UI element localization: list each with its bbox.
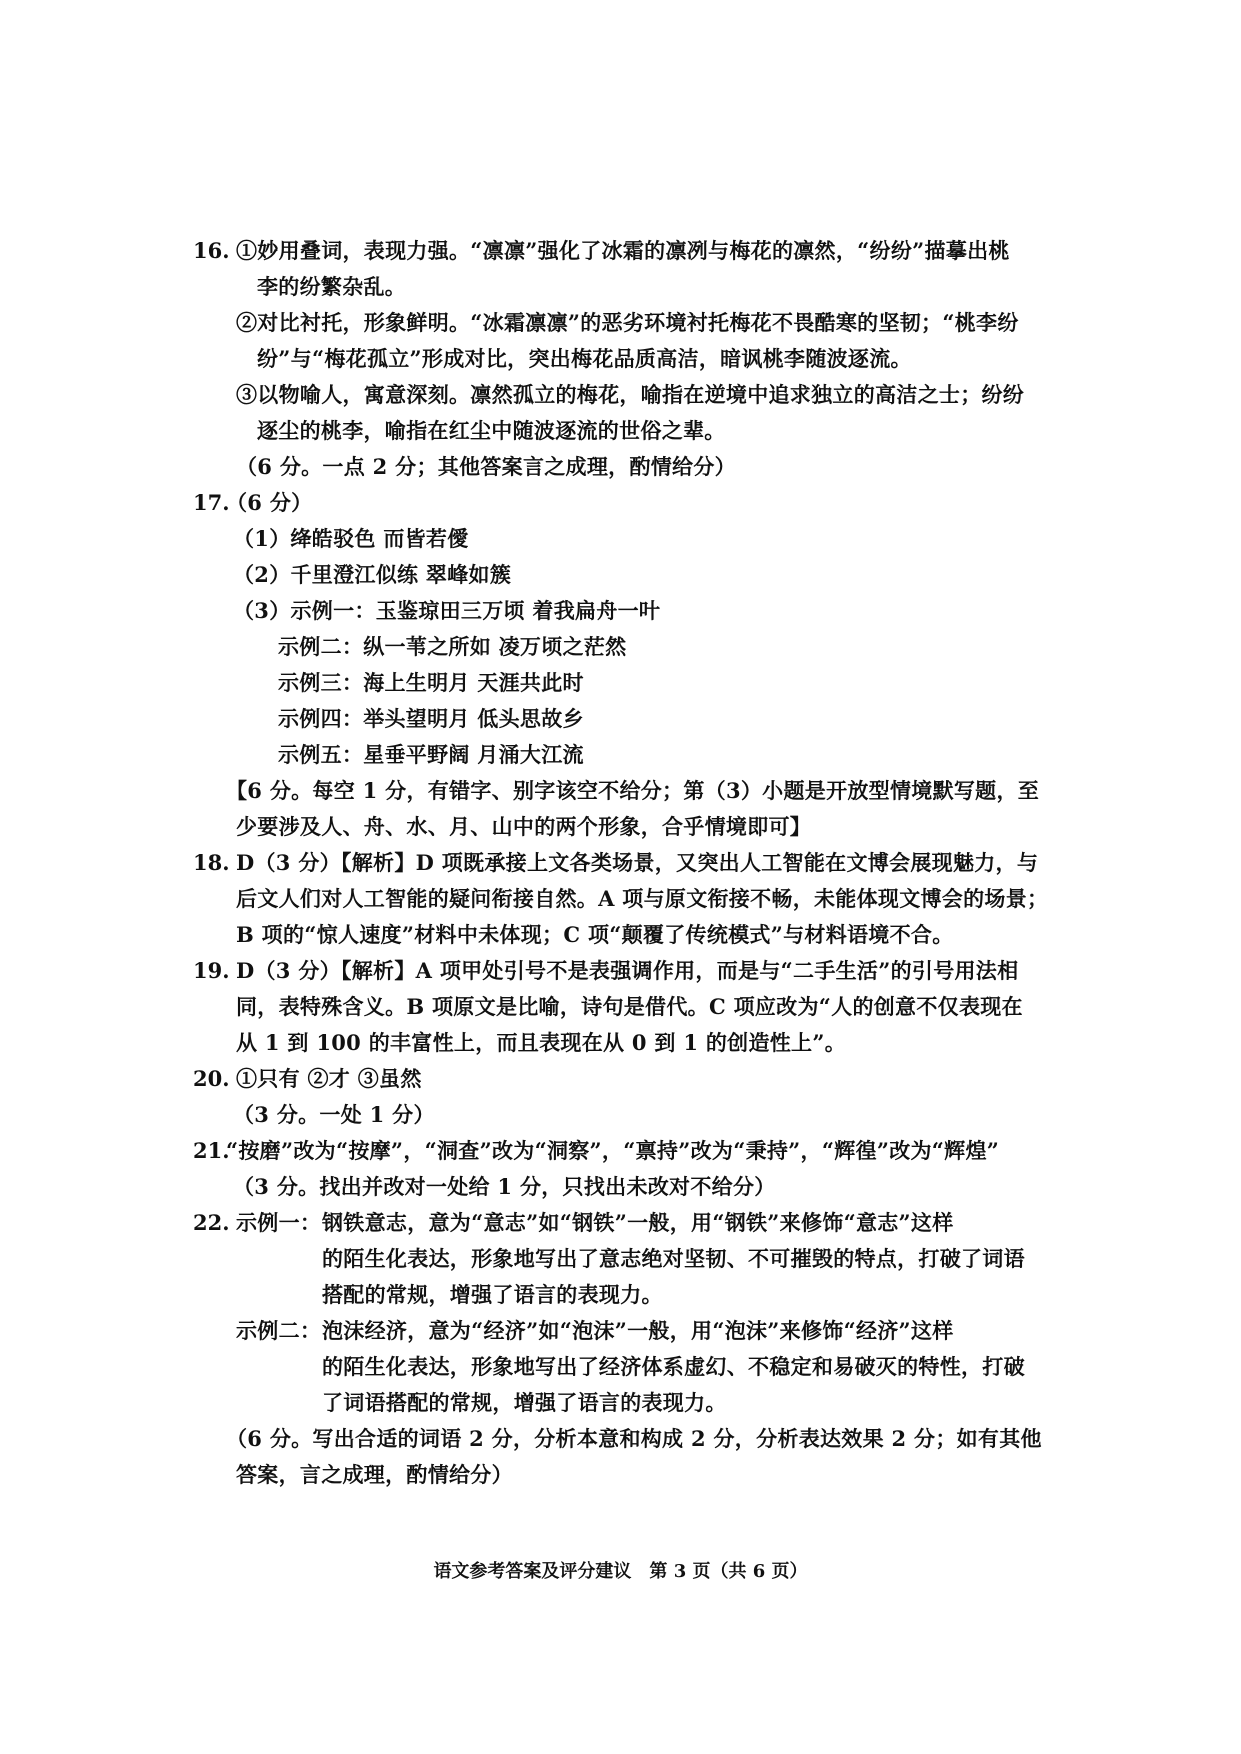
q20-score: （3 分。一处 1 分） [233,1102,435,1127]
q16-point1-line1: ①妙用叠词，表现力强。“凛凛”强化了冰霜的凛冽与梅花的凛然，“纷纷”描摹出桃 [236,238,1010,263]
q22-example2-line1: 泡沫经济，意为“经济”如“泡沫”一般，用“泡沫”来修饰“经济”这样 [322,1318,954,1343]
q22-example1-line3: 搭配的常规，增强了语言的表现力。 [322,1282,663,1307]
q19-line3: 从 1 到 100 的丰富性上，而且表现在从 0 到 1 的创造性上”。 [236,1030,847,1055]
q16-point2-line2: 纷”与“梅花孤立”形成对比，突出梅花品质高洁，暗讽桃李随波逐流。 [257,346,912,371]
q22-example2-line2: 的陌生化表达，形象地写出了经济体系虚幻、不稳定和易破灭的特性，打破 [322,1354,1025,1379]
q16-number: 16. [193,238,230,263]
q16-point3-line1: ③以物喻人，寓意深刻。凛然孤立的梅花，喻指在逆境中追求独立的高洁之士；纷纷 [236,382,1025,407]
q17-note-line2: 少要涉及人、舟、水、月、山中的两个形象，合乎情境即可】 [236,814,812,839]
q18-number: 18. [193,850,230,875]
page-footer: 语文参考答案及评分建议 第 3 页（共 6 页） [433,1561,808,1582]
q18-line2: 后文人们对人工智能的疑问衔接自然。A 项与原文衔接不畅，未能体现文博会的场景； [236,886,1049,911]
q21-score: （3 分。找出并改对一处给 1 分，只找出未改对不给分） [233,1174,776,1199]
q21-answer: “按磨”改为“按摩”，“洞查”改为“洞察”，“禀持”改为“秉持”，“辉徨”改为“辉煌” [226,1138,1000,1163]
q19-number: 19. [193,958,230,983]
q17-answer3: （3）示例一：玉鉴琼田三万顷 着我扁舟一叶 [233,598,661,623]
q20-number: 20. [193,1066,230,1091]
q22-example1-line2: 的陌生化表达，形象地写出了意志绝对坚韧、不可摧毁的特点，打破了词语 [322,1246,1025,1271]
q21-number: 21. [193,1138,230,1163]
q22-example1-line1: 钢铁意志，意为“意志”如“钢铁”一般，用“钢铁”来修饰“意志”这样 [322,1210,954,1235]
q18-line1: D（3 分）【解析】D 项既承接上文各类场景，又突出人工智能在文博会展现魅力，与 [236,850,1039,875]
q17-example3: 示例三：海上生明月 天涯共此时 [278,670,584,695]
q19-line2: 同，表特殊含义。B 项原文是比喻，诗句是借代。C 项应改为“人的创意不仅表现在 [236,994,1023,1019]
q17-number: 17. [193,490,230,515]
q16-point2-line1: ②对比衬托，形象鲜明。“冰霜凛凛”的恶劣环境衬托梅花不畏酷寒的坚韧；“桃李纷 [236,310,1019,335]
q18-line3: B 项的“惊人速度”材料中未体现；C 项“颠覆了传统模式”与材料语境不合。 [236,922,954,947]
q22-example2-label: 示例二： [236,1318,322,1343]
q17-note-line1: 【6 分。每空 1 分，有错字、别字该空不给分；第（3）小题是开放型情境默写题，至 [226,778,1040,803]
q17-example5: 示例五：星垂平野阔 月涌大江流 [278,742,584,767]
q22-number: 22. [193,1210,230,1235]
q22-score-line2: 答案，言之成理，酌情给分） [236,1462,513,1487]
q17-answer2: （2）千里澄江似练 翠峰如簇 [233,562,512,587]
q16-score: （6 分。一点 2 分；其他答案言之成理，酌情给分） [236,454,736,479]
q22-example2-line3: 了词语搭配的常规，增强了语言的表现力。 [322,1390,727,1415]
q16-point3-line2: 逐尘的桃李，喻指在红尘中随波逐流的世俗之辈。 [257,418,726,443]
q17-example4: 示例四：举头望明月 低头思故乡 [278,706,584,731]
q16-point1-line2: 李的纷繁杂乱。 [257,274,407,299]
q17-head: （6 分） [226,490,313,515]
q22-score-line1: （6 分。写出合适的词语 2 分，分析本意和构成 2 分，分析表达效果 2 分；如有其他 [226,1426,1042,1451]
q19-line1: D（3 分）【解析】A 项甲处引号不是表强调作用，而是与“二手生活”的引号用法相 [236,958,1019,983]
q22-example1-label: 示例一： [236,1210,322,1235]
q17-answer1: （1）绛皓驳色 而皆若僾 [233,526,469,551]
q20-answer: ①只有 ②才 ③虽然 [236,1066,422,1091]
q17-example2: 示例二：纵一苇之所如 凌万顷之茫然 [278,634,627,659]
